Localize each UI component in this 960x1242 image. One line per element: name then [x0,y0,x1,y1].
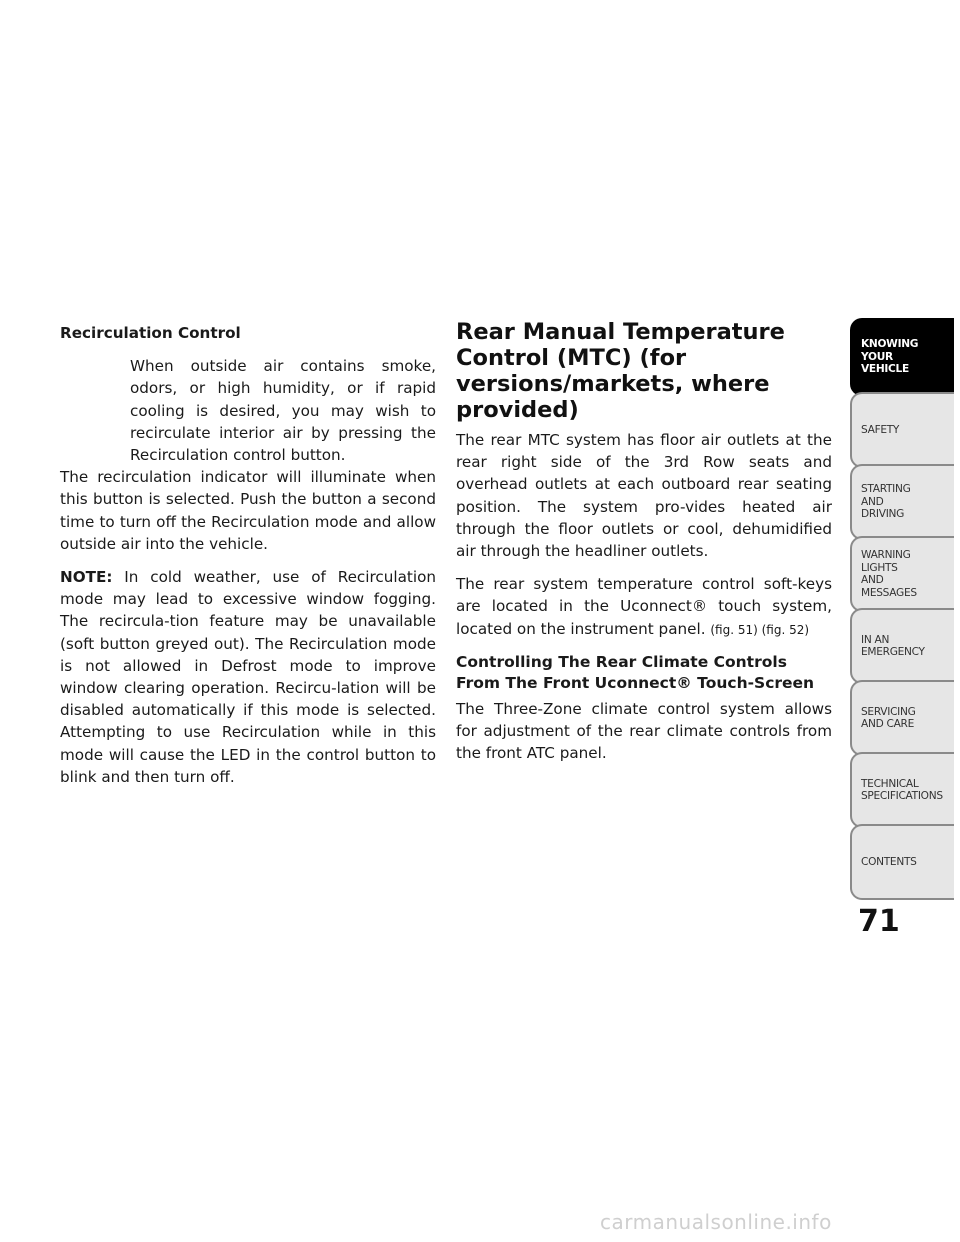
chapter-tab-label: WARNING LIGHTS AND MESSAGES [861,549,917,599]
chapter-tab-label: SAFETY [861,423,900,436]
section-title: Rear Manual Temperature Control (MTC) (for versions/markets, where provided) [456,319,785,423]
chapter-tab-5[interactable] [850,680,954,756]
figure-reference[interactable]: (fig. 51) (fig. 52) [710,622,810,637]
chapter-tab-0[interactable] [850,318,954,396]
chapter-tab-1[interactable] [850,392,954,468]
subsection-title: Controlling The Rear Climate Controls From The Front Uconnect® Touch-Screen [456,652,815,692]
mtc-paragraph-2-text: The rear system temperature control soft-keys are located in the Uconnect® touch system, located on the instrument panel. [456,575,832,638]
recirculation-intro: When outside air contains smoke, odors, or high humidity, or if rapid cooling is desired, you may wish to recirculate interior air by pressing the Recirculation control button. [130,357,436,465]
mtc-paragraph-2 [456,573,832,641]
chapter-tab-label: TECHNICAL SPECIFICATIONS [861,777,943,802]
chapter-tab-label: KNOWING YOUR VEHICLE [861,338,919,376]
chapter-tab-2[interactable] [850,464,954,540]
chapter-tab-3[interactable] [850,536,954,612]
chapter-tab-label: SERVICING AND CARE [861,705,916,730]
mtc-paragraph-3: The Three-Zone climate control system allows for adjustment of the rear climate controls from the front ATC panel. [456,699,832,763]
mtc-paragraph-1: The rear MTC system has floor air outlets at the rear right side of the 3rd Row seats and overhead outlets at each outboard rear seating position. The system pro-vides heated air through the floor outlets or cool, dehumidified air through the headliner outlets. [456,431,832,561]
chapter-tab-label: IN AN EMERGENCY [861,633,925,658]
right-column [456,319,832,775]
note-paragraph [60,566,436,788]
recirculation-heading: Recirculation Control [60,324,241,342]
note-text: In cold weather, use of Recirculation mode may lead to excessive window fogging. The recircula-tion feature may be unavailable (soft button greyed out). The Recirculation mode is not allowed in Defrost mode to improve window clearing operation. Recircu-lation will be disabled automatically if this mode is selected. Attempting to use Recirculation while in this mode will cause the LED in the control button to blink and then turn off. [60,568,436,786]
page-number: 71 [858,904,900,939]
note-label: NOTE: [60,568,113,587]
chapter-tab-label: STARTING AND DRIVING [861,483,911,521]
chapter-tab-6[interactable] [850,752,954,828]
chapter-tab-label: CONTENTS [861,855,917,868]
watermark: carmanualsonline.info [600,1210,832,1234]
left-column [60,322,436,799]
recirculation-body: The recirculation indicator will illuminate when this button is selected. Push the button a second time to turn off the Recirculation mode and allow outside air into the vehicle. [60,468,436,553]
chapter-tab-7[interactable] [850,824,954,900]
chapter-tab-4[interactable] [850,608,954,684]
